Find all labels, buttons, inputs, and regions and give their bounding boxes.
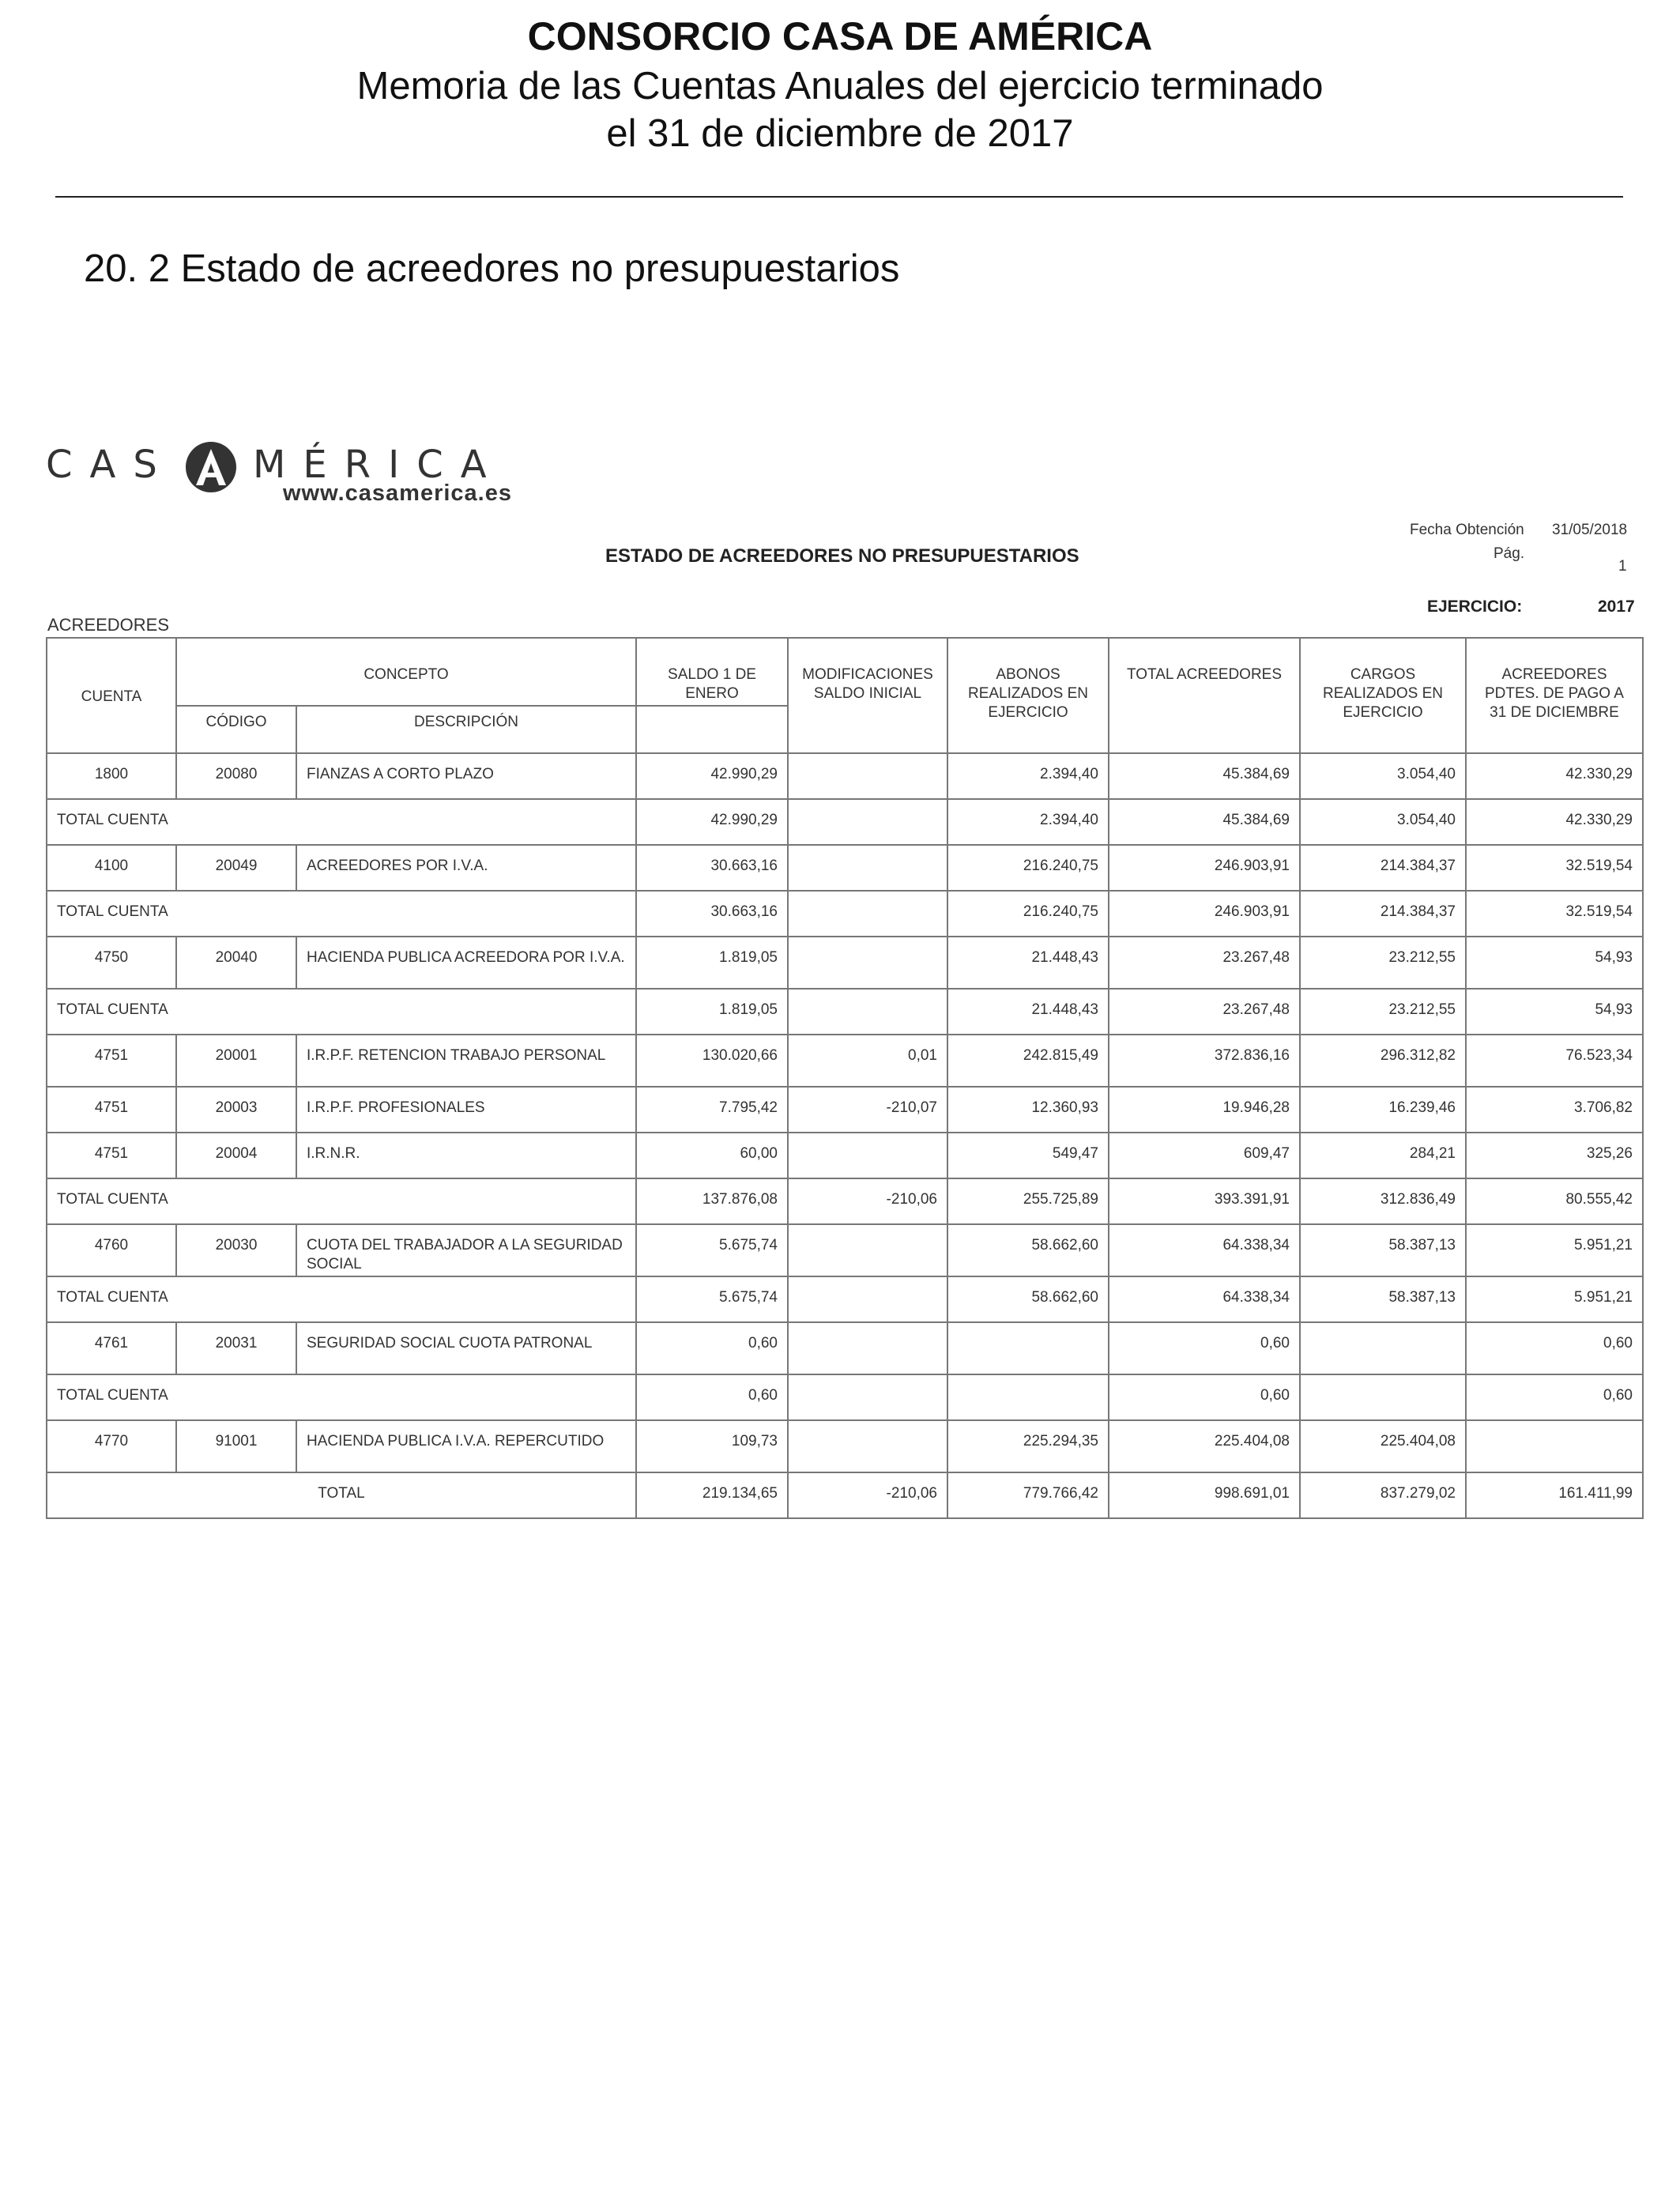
abonos-cell: 2.394,40	[947, 799, 1109, 845]
saldo-cell: 109,73	[636, 1420, 788, 1472]
cargos-cell: 214.384,37	[1300, 845, 1466, 891]
descripcion-cell: I.R.P.F. PROFESIONALES	[296, 1087, 636, 1133]
cargos-cell: 225.404,08	[1300, 1420, 1466, 1472]
codigo-cell: 20001	[176, 1035, 296, 1087]
pendientes-cell: 0,60	[1466, 1322, 1643, 1374]
total-acreedores-cell: 0,60	[1109, 1322, 1300, 1374]
descripcion-cell: HACIENDA PUBLICA I.V.A. REPERCUTIDO	[296, 1420, 636, 1472]
total-acreedores-cell: 64.338,34	[1109, 1276, 1300, 1322]
descripcion-cell: FIANZAS A CORTO PLAZO	[296, 753, 636, 799]
total-acreedores-cell: 246.903,91	[1109, 891, 1300, 937]
header-pendientes: ACREEDORES PDTES. DE PAGO A 31 DE DICIEMBRE	[1466, 638, 1643, 753]
saldo-cell: 30.663,16	[636, 845, 788, 891]
table-row	[47, 937, 1643, 989]
cargos-cell: 23.212,55	[1300, 989, 1466, 1035]
abonos-cell: 12.360,93	[947, 1087, 1109, 1133]
cargos-cell: 3.054,40	[1300, 753, 1466, 799]
pendientes-cell: 42.330,29	[1466, 799, 1643, 845]
cargos-cell: 3.054,40	[1300, 799, 1466, 845]
cuenta-cell: 4750	[47, 937, 176, 989]
total-acreedores-cell: 23.267,48	[1109, 937, 1300, 989]
modificaciones-cell	[788, 891, 947, 937]
abonos-cell: 255.725,89	[947, 1178, 1109, 1224]
total-acreedores-cell: 372.836,16	[1109, 1035, 1300, 1087]
saldo-cell: 5.675,74	[636, 1276, 788, 1322]
section-heading: 20. 2 Estado de acreedores no presupuestarios	[84, 247, 900, 290]
total-cuenta-row	[47, 891, 1643, 937]
pagina-label: Pág.	[1494, 545, 1525, 562]
total-acreedores-cell: 64.338,34	[1109, 1224, 1300, 1276]
descripcion-cell: I.R.P.F. RETENCION TRABAJO PERSONAL	[296, 1035, 636, 1087]
saldo-cell: 30.663,16	[636, 891, 788, 937]
header-total-acreedores: TOTAL ACREEDORES	[1109, 638, 1300, 753]
total-cuenta-row	[47, 989, 1643, 1035]
ejercicio-label: EJERCICIO:	[1427, 598, 1523, 616]
cargos-cell: 58.387,13	[1300, 1276, 1466, 1322]
cuenta-cell: 4751	[47, 1133, 176, 1178]
modificaciones-cell	[788, 937, 947, 989]
cuenta-cell: 4761	[47, 1322, 176, 1374]
total-acreedores-cell: 246.903,91	[1109, 845, 1300, 891]
pendientes-cell: 161.411,99	[1466, 1472, 1643, 1518]
table-row	[47, 845, 1643, 891]
total-cuenta-label: TOTAL CUENTA	[47, 891, 636, 937]
modificaciones-cell	[788, 1276, 947, 1322]
saldo-cell: 1.819,05	[636, 937, 788, 989]
table-body	[47, 753, 1643, 1518]
abonos-cell: 58.662,60	[947, 1224, 1109, 1276]
header-modificaciones: MODIFICACIONES SALDO INICIAL	[788, 638, 947, 753]
modificaciones-cell	[788, 753, 947, 799]
pendientes-cell: 32.519,54	[1466, 891, 1643, 937]
abonos-cell: 216.240,75	[947, 845, 1109, 891]
descripcion-cell: CUOTA DEL TRABAJADOR A LA SEGURIDAD SOCIAL	[296, 1224, 636, 1276]
total-acreedores-cell: 609,47	[1109, 1133, 1300, 1178]
pendientes-cell: 3.706,82	[1466, 1087, 1643, 1133]
ejercicio-value: 2017	[1598, 598, 1635, 616]
pendientes-cell: 42.330,29	[1466, 753, 1643, 799]
descripcion-cell: SEGURIDAD SOCIAL CUOTA PATRONAL	[296, 1322, 636, 1374]
total-acreedores-cell: 45.384,69	[1109, 753, 1300, 799]
total-acreedores-cell: 998.691,01	[1109, 1472, 1300, 1518]
total-acreedores-cell: 45.384,69	[1109, 799, 1300, 845]
cuenta-cell: 4751	[47, 1087, 176, 1133]
header-divider	[55, 196, 1623, 198]
logo-a-mark-icon	[183, 439, 239, 495]
total-cuenta-label: TOTAL CUENTA	[47, 1374, 636, 1420]
pendientes-cell: 5.951,21	[1466, 1276, 1643, 1322]
casa-america-logo	[46, 439, 520, 511]
pendientes-cell: 0,60	[1466, 1374, 1643, 1420]
saldo-cell: 0,60	[636, 1322, 788, 1374]
abonos-cell: 2.394,40	[947, 753, 1109, 799]
cargos-cell	[1300, 1374, 1466, 1420]
abonos-cell: 779.766,42	[947, 1472, 1109, 1518]
total-cuenta-label: TOTAL CUENTA	[47, 1178, 636, 1224]
saldo-cell: 42.990,29	[636, 799, 788, 845]
header-saldo: SALDO 1 DE ENERO	[636, 638, 788, 706]
codigo-cell: 20049	[176, 845, 296, 891]
grand-total-label: TOTAL	[47, 1472, 636, 1518]
codigo-cell: 20040	[176, 937, 296, 989]
total-cuenta-row	[47, 1276, 1643, 1322]
report-title: ESTADO DE ACREEDORES NO PRESUPUESTARIOS	[605, 545, 1079, 567]
header-concepto: CONCEPTO	[176, 638, 636, 706]
cargos-cell: 23.212,55	[1300, 937, 1466, 989]
saldo-cell: 1.819,05	[636, 989, 788, 1035]
saldo-cell: 5.675,74	[636, 1224, 788, 1276]
total-cuenta-label: TOTAL CUENTA	[47, 799, 636, 845]
table-row	[47, 753, 1643, 799]
descripcion-cell: I.R.N.R.	[296, 1133, 636, 1178]
document-subtitle-line-2: el 31 de diciembre de 2017	[606, 112, 1074, 155]
pendientes-cell	[1466, 1420, 1643, 1472]
total-acreedores-cell: 19.946,28	[1109, 1087, 1300, 1133]
codigo-cell: 20030	[176, 1224, 296, 1276]
modificaciones-cell: -210,06	[788, 1178, 947, 1224]
acreedores-label: ACREEDORES	[47, 615, 170, 635]
header-descripcion: DESCRIPCIÓN	[296, 706, 636, 753]
logo-url: www.casamerica.es	[283, 481, 512, 506]
saldo-cell: 130.020,66	[636, 1035, 788, 1087]
total-cuenta-label: TOTAL CUENTA	[47, 989, 636, 1035]
cuenta-cell: 4760	[47, 1224, 176, 1276]
codigo-cell: 20003	[176, 1087, 296, 1133]
pagina-value: 1	[1618, 558, 1627, 575]
fecha-label: Fecha Obtención	[1410, 522, 1524, 538]
total-cuenta-row	[47, 1178, 1643, 1224]
cuenta-cell: 4770	[47, 1420, 176, 1472]
table-row	[47, 1133, 1643, 1178]
cargos-cell: 837.279,02	[1300, 1472, 1466, 1518]
abonos-cell: 549,47	[947, 1133, 1109, 1178]
header-codigo: CÓDIGO	[176, 706, 296, 753]
abonos-cell	[947, 1322, 1109, 1374]
saldo-cell: 42.990,29	[636, 753, 788, 799]
modificaciones-cell	[788, 989, 947, 1035]
modificaciones-cell	[788, 845, 947, 891]
abonos-cell	[947, 1374, 1109, 1420]
descripcion-cell: HACIENDA PUBLICA ACREEDORA POR I.V.A.	[296, 937, 636, 989]
modificaciones-cell	[788, 1133, 947, 1178]
pendientes-cell: 5.951,21	[1466, 1224, 1643, 1276]
cargos-cell: 284,21	[1300, 1133, 1466, 1178]
modificaciones-cell	[788, 1374, 947, 1420]
total-cuenta-row	[47, 1374, 1643, 1420]
abonos-cell: 21.448,43	[947, 937, 1109, 989]
saldo-cell: 0,60	[636, 1374, 788, 1420]
saldo-cell: 7.795,42	[636, 1087, 788, 1133]
cargos-cell: 58.387,13	[1300, 1224, 1466, 1276]
logo-text-left: CAS	[46, 443, 175, 487]
modificaciones-cell	[788, 799, 947, 845]
saldo-cell: 137.876,08	[636, 1178, 788, 1224]
total-acreedores-cell: 393.391,91	[1109, 1178, 1300, 1224]
cargos-cell: 214.384,37	[1300, 891, 1466, 937]
cargos-cell	[1300, 1322, 1466, 1374]
codigo-cell: 20031	[176, 1322, 296, 1374]
pendientes-cell: 54,93	[1466, 937, 1643, 989]
cargos-cell: 312.836,49	[1300, 1178, 1466, 1224]
cargos-cell: 16.239,46	[1300, 1087, 1466, 1133]
cargos-cell: 296.312,82	[1300, 1035, 1466, 1087]
modificaciones-cell: 0,01	[788, 1035, 947, 1087]
codigo-cell: 20004	[176, 1133, 296, 1178]
table-row	[47, 1420, 1643, 1472]
total-cuenta-label: TOTAL CUENTA	[47, 1276, 636, 1322]
modificaciones-cell: -210,06	[788, 1472, 947, 1518]
codigo-cell: 91001	[176, 1420, 296, 1472]
fecha-value: 31/05/2018	[1552, 522, 1628, 538]
descripcion-cell: ACREEDORES POR I.V.A.	[296, 845, 636, 891]
document-subtitle-line-1: Memoria de las Cuentas Anuales del ejercicio terminado	[356, 65, 1324, 107]
pendientes-cell: 325,26	[1466, 1133, 1643, 1178]
pendientes-cell: 80.555,42	[1466, 1178, 1643, 1224]
saldo-cell: 219.134,65	[636, 1472, 788, 1518]
cuenta-cell: 4100	[47, 845, 176, 891]
pendientes-cell: 76.523,34	[1466, 1035, 1643, 1087]
table-row	[47, 1087, 1643, 1133]
modificaciones-cell	[788, 1322, 947, 1374]
abonos-cell: 21.448,43	[947, 989, 1109, 1035]
total-cuenta-row	[47, 799, 1643, 845]
pendientes-cell: 54,93	[1466, 989, 1643, 1035]
acreedores-table	[46, 637, 1644, 1519]
table-row	[47, 1035, 1643, 1087]
grand-total-row	[47, 1472, 1643, 1518]
modificaciones-cell	[788, 1224, 947, 1276]
codigo-cell: 20080	[176, 753, 296, 799]
document-title: CONSORCIO CASA DE AMÉRICA	[527, 14, 1153, 58]
header-cuenta: CUENTA	[47, 638, 176, 753]
abonos-cell: 225.294,35	[947, 1420, 1109, 1472]
header-abonos: ABONOS REALIZADOS EN EJERCICIO	[947, 638, 1109, 753]
table-row	[47, 1224, 1643, 1276]
modificaciones-cell: -210,07	[788, 1087, 947, 1133]
total-acreedores-cell: 0,60	[1109, 1374, 1300, 1420]
header-cargos: CARGOS REALIZADOS EN EJERCICIO	[1300, 638, 1466, 753]
table-row	[47, 1322, 1643, 1374]
cuenta-cell: 1800	[47, 753, 176, 799]
cuenta-cell: 4751	[47, 1035, 176, 1087]
abonos-cell: 242.815,49	[947, 1035, 1109, 1087]
abonos-cell: 58.662,60	[947, 1276, 1109, 1322]
modificaciones-cell	[788, 1420, 947, 1472]
total-acreedores-cell: 23.267,48	[1109, 989, 1300, 1035]
pendientes-cell: 32.519,54	[1466, 845, 1643, 891]
total-acreedores-cell: 225.404,08	[1109, 1420, 1300, 1472]
logo-text-right: MÉRICA	[253, 443, 504, 487]
abonos-cell: 216.240,75	[947, 891, 1109, 937]
saldo-cell: 60,00	[636, 1133, 788, 1178]
